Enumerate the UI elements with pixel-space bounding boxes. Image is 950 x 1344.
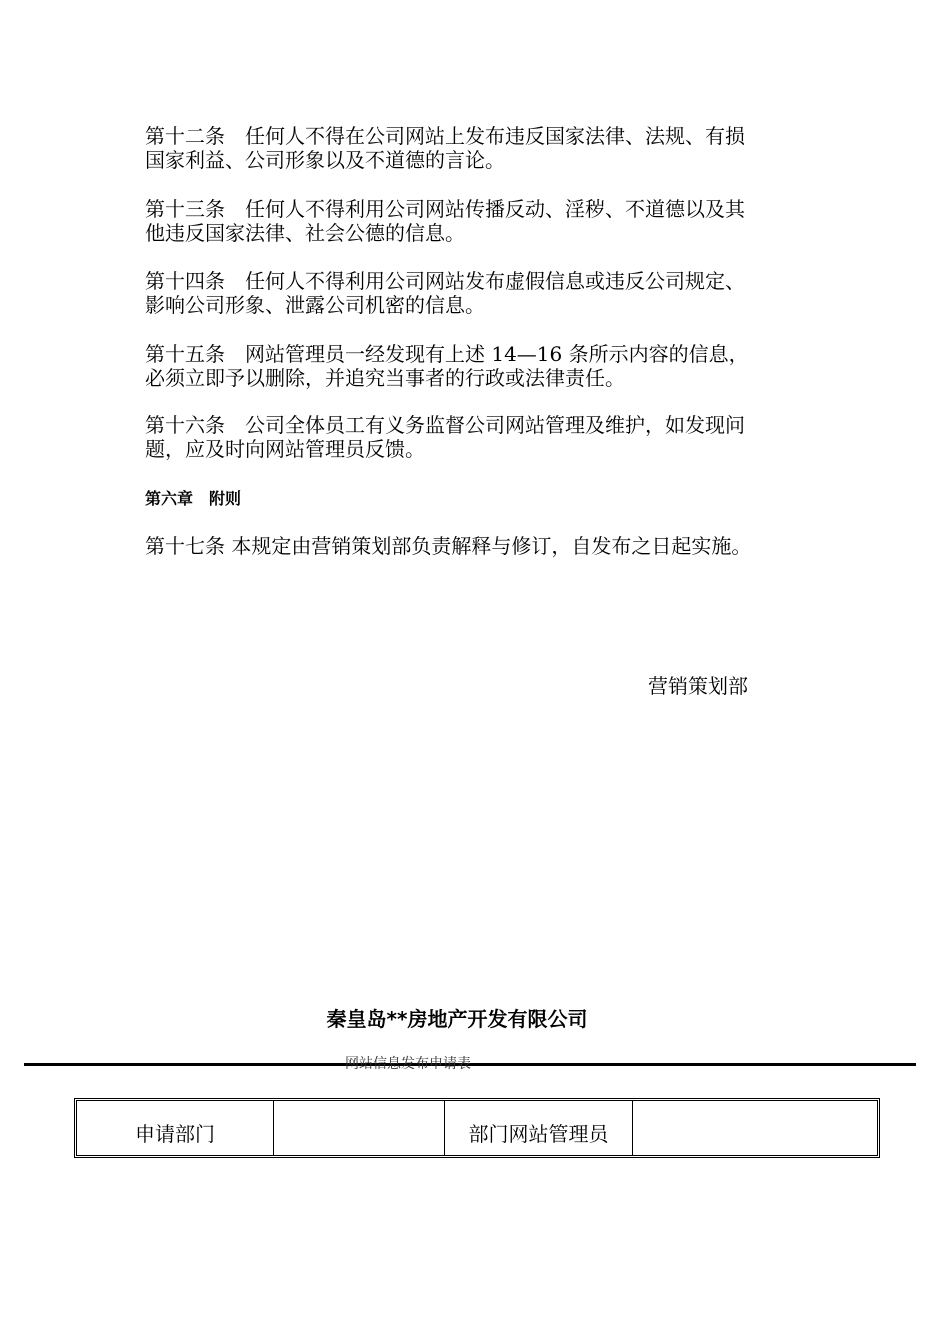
article-13-line2: 他违反国家法律、社会公德的信息。 xyxy=(145,221,465,245)
admin-value-cell[interactable] xyxy=(633,1101,877,1155)
article-15-line1: 第十五条 网站管理员一经发现有上述 14—16 条所示内容的信息， xyxy=(145,342,749,366)
company-name: 秦皇岛**房地产开发有限公司 xyxy=(326,1007,588,1031)
chapter-heading: 第六章 附则 xyxy=(145,489,242,508)
application-form-table xyxy=(74,1098,880,1158)
article-15-line2: 必须立即予以删除，并追究当事者的行政或法律责任。 xyxy=(145,366,625,390)
article-16-line2: 题，应及时向网站管理员反馈。 xyxy=(145,437,425,461)
dept-label-cell: 申请部门 xyxy=(77,1101,274,1155)
article-12-line1: 第十二条 任何人不得在公司网站上发布违反国家法律、法规、有损 xyxy=(145,124,745,148)
admin-label-cell: 部门网站管理员 xyxy=(445,1101,633,1155)
form-row xyxy=(77,1101,877,1155)
article-16 xyxy=(145,413,825,461)
article-15 xyxy=(145,342,825,390)
article-12 xyxy=(145,124,825,172)
signature-department: 营销策划部 xyxy=(648,674,748,698)
article-14-line1: 第十四条 任何人不得利用公司网站发布虚假信息或违反公司规定、 xyxy=(145,269,745,293)
article-17 xyxy=(145,534,825,558)
article-13 xyxy=(145,197,825,245)
article-16-line1: 第十六条 公司全体员工有义务监督公司网站管理及维护，如发现问 xyxy=(145,413,745,437)
form-title: 网站信息发布申请表 xyxy=(345,1056,471,1072)
article-14-line2: 影响公司形象、泄露公司机密的信息。 xyxy=(145,293,485,317)
article-12-line2: 国家利益、公司形象以及不道德的言论。 xyxy=(145,148,505,172)
article-14 xyxy=(145,269,825,317)
article-17-text: 第十七条 本规定由营销策划部负责解释与修订，自发布之日起实施。 xyxy=(145,534,752,558)
dept-value-cell[interactable] xyxy=(274,1101,445,1155)
article-13-line1: 第十三条 任何人不得利用公司网站传播反动、淫秽、不道德以及其 xyxy=(145,197,745,221)
